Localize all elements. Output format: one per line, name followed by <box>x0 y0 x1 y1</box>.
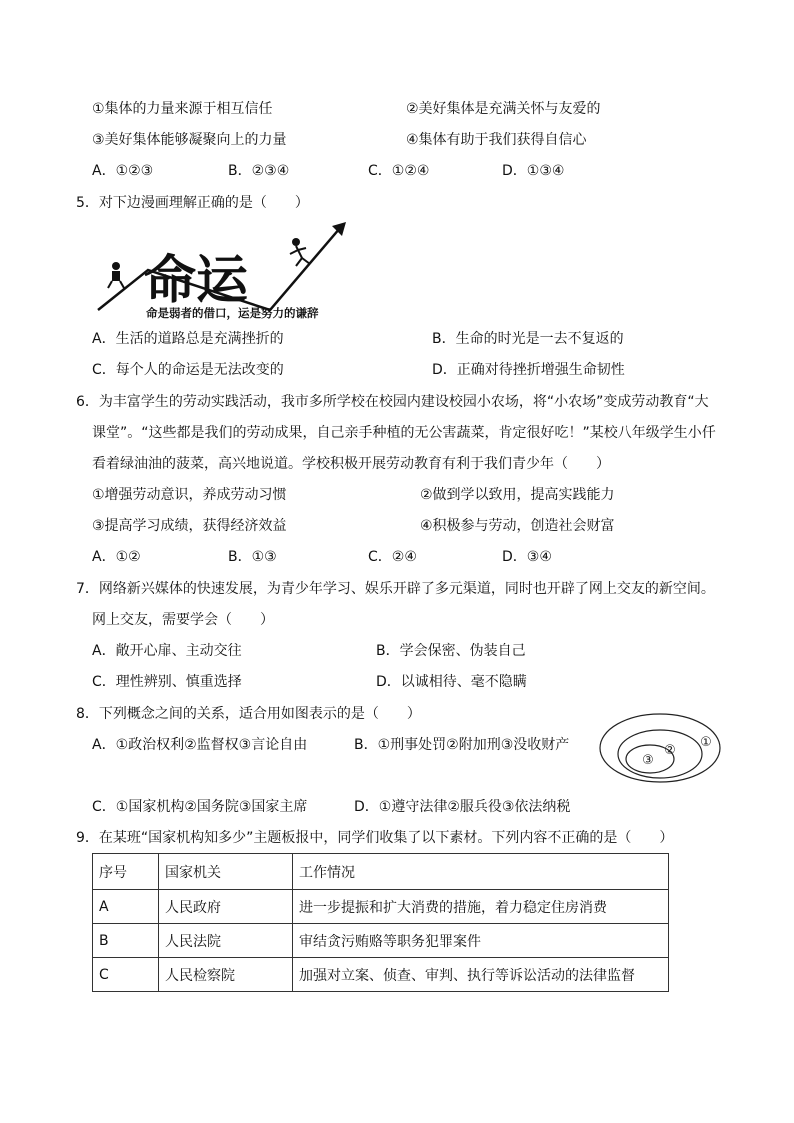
q6-statement-1: ①增强劳动意识，养成劳动习惯 <box>92 487 287 503</box>
diagram-label-3: ③ <box>642 753 654 768</box>
q8-nested-ellipse-diagram <box>598 708 722 784</box>
q7-option-d: D．以诚相待、毫不隐瞒 <box>376 674 527 690</box>
cartoon-caption: 命是弱者的借口，运是努力的谦辞 <box>146 306 319 320</box>
q4-option-b: B．②③④ <box>228 163 290 179</box>
q6-stem-line-2: 课堂”。“这些都是我们的劳动成果，自己亲手种植的无公害蔬菜，肯定很好吃！”某校八年级学生小仟 <box>92 425 716 441</box>
q4-statement-1: ①集体的力量来源于相互信任 <box>92 101 273 117</box>
q5-cartoon <box>92 214 402 324</box>
q4-option-a: A．①②③ <box>92 163 154 179</box>
table-header-row <box>93 854 669 890</box>
table-header-cell: 工作情况 <box>293 854 669 890</box>
q6-statement-4: ④积极参与劳动，创造社会财富 <box>420 518 615 534</box>
q5-option-a: A．生活的道路总是充满挫折的 <box>92 331 284 347</box>
q6-option-b: B．①③ <box>228 549 277 565</box>
table-cell: A <box>93 890 159 924</box>
q4-statement-4: ④集体有助于我们获得自信心 <box>406 132 587 148</box>
q6-stem-line-3: 看着绿油油的菠菜，高兴地说道。学校积极开展劳动教育有利于我们青少年（ ） <box>92 456 610 472</box>
q5-option-c: C．每个人的命运是无法改变的 <box>92 362 284 378</box>
table-row <box>93 958 669 992</box>
q7-option-c: C．理性辨别、慎重选择 <box>92 674 242 690</box>
q4-option-d: D．①③④ <box>502 163 565 179</box>
table-cell: 人民政府 <box>159 890 293 924</box>
q7-option-a: A．敞开心扉、主动交往 <box>92 643 242 659</box>
q9-table <box>92 853 669 992</box>
q8-option-b: B．①刑事处罚②附加刑③没收财产 <box>354 737 570 753</box>
q7-stem-line-1: 7．网络新兴媒体的快速发展，为青少年学习、娱乐开辟了多元渠道，同时也开辟了网上交友的新空间。 <box>76 581 715 597</box>
q6-statement-2: ②做到学以致用，提高实践能力 <box>420 487 615 503</box>
table-cell: 进一步提振和扩大消费的措施，着力稳定住房消费 <box>293 890 669 924</box>
diagram-label-1: ① <box>700 735 712 750</box>
cartoon-title: 命运 <box>144 251 249 311</box>
cartoon-sitting-figure-icon <box>108 262 124 288</box>
cartoon-running-figure-icon <box>290 238 310 266</box>
q4-statement-3: ③美好集体能够凝聚向上的力量 <box>92 132 287 148</box>
q7-option-b: B．学会保密、伪装自己 <box>376 643 526 659</box>
q6-option-c: C．②④ <box>368 549 417 565</box>
table-cell: 加强对立案、侦查、审判、执行等诉讼活动的法律监督 <box>293 958 669 992</box>
q8-stem: 8．下列概念之间的关系，适合用如图表示的是（ ） <box>76 706 421 722</box>
table-cell: C <box>93 958 159 992</box>
q4-statement-2: ②美好集体是充满关怀与友爱的 <box>406 101 601 117</box>
q6-statement-3: ③提高学习成绩，获得经济效益 <box>92 518 287 534</box>
diagram-label-2: ② <box>664 743 676 758</box>
q9-stem: 9．在某班“国家机构知多少”主题板报中，同学们收集了以下素材。下列内容不正确的是（ ） <box>76 830 674 846</box>
table-cell: 审结贪污贿赂等职务犯罪案件 <box>293 924 669 958</box>
q8-option-a: A．①政治权利②监督权③言论自由 <box>92 737 308 753</box>
q8-option-c: C．①国家机构②国务院③国家主席 <box>92 799 308 815</box>
table-row <box>93 890 669 924</box>
table-header-cell: 国家机关 <box>159 854 293 890</box>
q6-option-d: D．③④ <box>502 549 552 565</box>
table-cell: 人民法院 <box>159 924 293 958</box>
ellipse-middle <box>618 730 702 778</box>
q5-stem: 5．对下边漫画理解正确的是（ ） <box>76 195 309 211</box>
table-row <box>93 924 669 958</box>
table-cell: 人民检察院 <box>159 958 293 992</box>
q7-stem-line-2: 网上交友，需要学会（ ） <box>92 612 274 628</box>
table-cell: B <box>93 924 159 958</box>
q6-stem-line-1: 6．为丰富学生的劳动实践活动，我市多所学校在校园内建设校园小农场，将“小农场”变成劳动教育“大 <box>76 394 709 410</box>
q8-option-d: D．①遵守法律②服兵役③依法纳税 <box>354 799 571 815</box>
q6-option-a: A．①② <box>92 549 141 565</box>
q5-option-d: D．正确对待挫折增强生命韧性 <box>432 362 625 378</box>
table-header-cell: 序号 <box>93 854 159 890</box>
q5-option-b: B．生命的时光是一去不复返的 <box>432 331 624 347</box>
q4-option-c: C．①②④ <box>368 163 430 179</box>
